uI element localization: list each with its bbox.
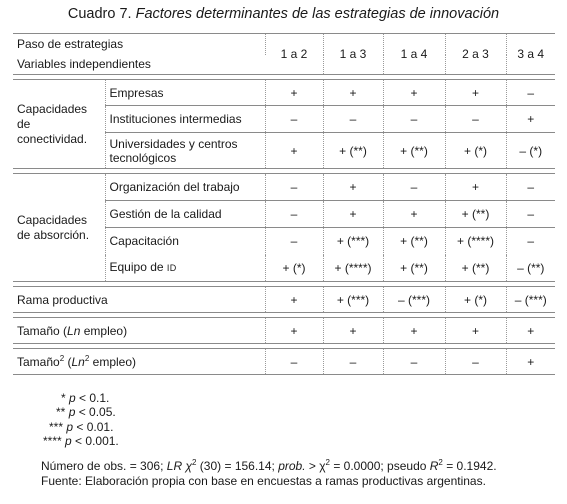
stat-lr: LR	[166, 459, 183, 473]
row-label: Gestión de la calidad	[105, 201, 265, 228]
cell-value: +	[323, 174, 383, 201]
cell-value: + (**)	[445, 255, 506, 282]
significance-note	[0, 434, 567, 448]
table-row	[13, 287, 555, 313]
cell-value: +	[265, 133, 323, 169]
significance-note	[0, 420, 567, 434]
cell-value: –	[265, 174, 323, 201]
significance-threshold: < 0.1.	[75, 391, 110, 405]
cell-value: –	[506, 201, 555, 228]
significance-var: p	[68, 405, 76, 420]
cell-value: –	[506, 80, 555, 106]
column-header: 1 a 4	[383, 34, 445, 75]
row-label	[13, 349, 265, 375]
cell-value: + (***)	[323, 228, 383, 255]
cell-value: –	[265, 228, 323, 255]
row-label-text: (	[64, 354, 72, 369]
cell-value: +	[323, 80, 383, 106]
cell-value: +	[265, 287, 323, 313]
stat-r2: R	[429, 459, 439, 473]
cell-value: –	[323, 349, 383, 375]
cell-value: + (**)	[383, 255, 445, 282]
row-label	[13, 318, 265, 344]
column-header: 1 a 2	[265, 34, 323, 75]
header-label-strategy: Paso de estrategias	[13, 34, 265, 55]
cell-value: +	[445, 174, 506, 201]
row-label: Organización del trabajo	[105, 174, 265, 201]
cell-value: + (*)	[445, 287, 506, 313]
row-label-italic: Ln	[67, 323, 81, 338]
row-label: Rama productiva	[13, 287, 265, 313]
significance-stars: ****	[43, 433, 62, 448]
stat-prob-exponent: 2	[325, 458, 330, 467]
table-row	[13, 349, 555, 375]
cell-value: +	[265, 318, 323, 344]
cell-value: +	[506, 318, 555, 344]
group-label-connectivity: Capacidades de conectividad.	[13, 80, 105, 169]
table-caption	[0, 4, 567, 24]
cell-value: + (**)	[323, 133, 383, 169]
caption-prefix: Cuadro 7.	[67, 6, 132, 22]
cell-value: + (*)	[265, 255, 323, 282]
row-label-superscript: 2	[84, 353, 90, 363]
cell-value: +	[445, 80, 506, 106]
row-label: Capacitación	[105, 228, 265, 255]
cell-value: + (***)	[323, 287, 383, 313]
row-label-text: empleo)	[89, 354, 136, 369]
row-label-text: empleo)	[80, 323, 128, 338]
significance-stars: ***	[49, 419, 64, 434]
cell-value: –	[265, 201, 323, 228]
row-label: Empresas	[105, 80, 265, 106]
row-label-superscript: 2	[59, 353, 65, 363]
cell-value: –	[383, 349, 445, 375]
factors-table	[13, 33, 555, 375]
cell-value: –	[265, 106, 323, 133]
stat-chi-exponent: 2	[192, 458, 197, 467]
table-row	[13, 174, 555, 201]
cell-value: + (****)	[323, 255, 383, 282]
header-row-1	[13, 34, 555, 55]
cell-value: + (*)	[445, 133, 506, 169]
row-label: Instituciones intermedias	[105, 106, 265, 133]
stat-prob: prob.	[278, 459, 306, 473]
significance-threshold: < 0.001.	[71, 433, 119, 448]
group-label-absorption: Capacidades de absorción.	[13, 174, 105, 282]
row-label: Universidades y centros tecnológicos	[105, 133, 265, 169]
row-label-text: Equipo de	[109, 260, 164, 275]
significance-stars: *	[61, 391, 66, 405]
stat-nobs: Número de obs. = 306;	[41, 459, 164, 473]
significance-threshold: < 0.01.	[73, 419, 114, 434]
header-label-variables: Variables independientes	[13, 55, 265, 75]
stat-r2-value: = 0.1942.	[442, 459, 497, 473]
significance-stars: **	[56, 405, 66, 420]
cell-value: +	[383, 201, 445, 228]
significance-var: p	[65, 433, 72, 448]
cell-value: – (***)	[506, 287, 555, 313]
cell-value: +	[383, 80, 445, 106]
stat-prob-chi: > χ	[305, 459, 326, 473]
cell-value: –	[383, 106, 445, 133]
cell-value: +	[506, 106, 555, 133]
stat-prob-value: = 0.0000; pseudo	[330, 459, 430, 473]
cell-value: +	[265, 80, 323, 106]
cell-value: – (***)	[383, 287, 445, 313]
stat-chi-value: (30) = 156.14;	[196, 459, 275, 473]
cell-value: + (****)	[445, 228, 506, 255]
row-label-italic: Ln	[71, 354, 85, 369]
significance-threshold: < 0.05.	[75, 405, 116, 420]
cell-value: +	[383, 318, 445, 344]
table-row	[13, 80, 555, 106]
row-label-text: Tamaño	[17, 354, 60, 369]
cell-value: –	[506, 228, 555, 255]
significance-var: p	[69, 391, 76, 405]
source-note: Fuente: Elaboración propia con base en encuestas a ramas productivas argentinas.	[41, 474, 486, 488]
column-header: 1 a 3	[323, 34, 383, 75]
cell-value: + (**)	[445, 201, 506, 228]
cell-value: –	[323, 106, 383, 133]
cell-value: +	[323, 318, 383, 344]
cell-value: + (**)	[383, 133, 445, 169]
cell-value: – (*)	[506, 133, 555, 169]
cell-value: + (**)	[383, 228, 445, 255]
cell-value: +	[445, 318, 506, 344]
row-label	[105, 255, 265, 282]
column-header: 3 a 4	[506, 34, 555, 75]
cell-value: –	[445, 106, 506, 133]
significance-var: p	[66, 419, 74, 434]
significance-note	[0, 405, 567, 419]
stat-r2-exponent: 2	[438, 458, 443, 467]
column-header: 2 a 3	[445, 34, 506, 75]
row-label-text: Tamaño (	[17, 323, 68, 338]
cell-value: –	[383, 174, 445, 201]
caption-title: Factores determinantes de las estrategias de innovación	[135, 6, 500, 22]
cell-value: –	[265, 349, 323, 375]
cell-value: – (**)	[506, 255, 555, 282]
table-row	[13, 318, 555, 344]
cell-value: +	[506, 349, 555, 375]
table-notes	[0, 391, 567, 488]
cell-value: –	[445, 349, 506, 375]
cell-value: –	[506, 174, 555, 201]
row-label-smallcaps: ID	[166, 263, 177, 274]
stat-chi: χ	[185, 459, 193, 473]
cell-value: +	[323, 201, 383, 228]
significance-note	[0, 391, 567, 405]
statistics-line	[41, 459, 497, 473]
